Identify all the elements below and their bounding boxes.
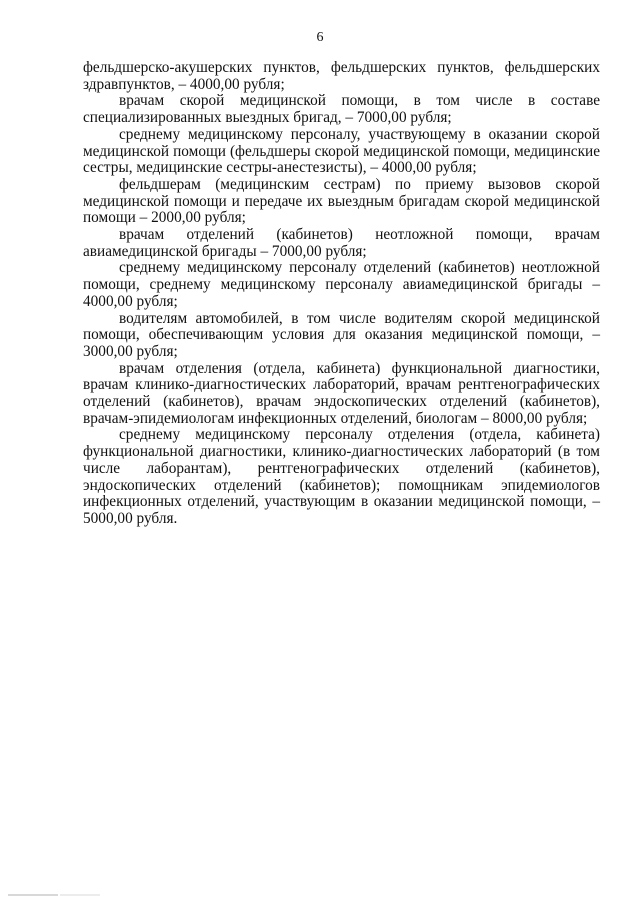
page-number: 6 [316,30,324,45]
paragraph-emergency-nurses: среднему медицинскому персоналу отделений (кабинетов) неотложной помощи, среднему медицинскому персоналу авиамедицинской бригады – 4000,00 рубля; [83,259,600,310]
paragraph-ambulance-nurses: среднему медицинскому персоналу, участвующему в оказании скорой медицинской помощи (фельдшеры скорой медицинской помощи, медицинские сестры, медицинские сестры-анестезисты), – 4000,00 рубля; [83,125,600,177]
paragraph-call-dispatchers: фельдшерам (медицинским сестрам) по приему вызовов скорой медицинской помощи и передаче их выездным бригадам скорой медицинской помощи – 2000,00 рубля; [83,175,600,227]
paragraph-diagnostics-doctors: врачам отделения (отдела, кабинета) функциональной диагностики, врачам клинико-диагностических лабораторий, врачам рентгенографических отделений (кабинетов), врачам эндоскопических отделений (кабинетов), врачам-эпидемиологам инфекционных отделений, биологам – 8000,00 рубля; [83,359,600,427]
paragraph-feldsher-points: фельдшерско-акушерских пунктов, фельдшерских пунктов, фельдшерских здравпунктов, – 4000,00 рубля; [83,59,600,93]
paragraph-emergency-doctors: врачам отделений (кабинетов) неотложной помощи, врачам авиамедицинской бригады – 7000,00 рубля; [83,226,600,260]
paragraph-ambulance-doctors: врачам скорой медицинской помощи, в том числе в составе специализированных выездных бригад, – 7000,00 рубля; [83,92,600,127]
paragraph-drivers: водителям автомобилей, в том числе водителям скорой медицинской помощи, обеспечивающим условия для оказания медицинской помощи, – 3000,00 рубля; [83,309,600,360]
document-body [83,60,600,528]
paragraph-diagnostics-staff: среднему медицинскому персоналу отделения (отдела, кабинета) функциональной диагностики, клинико-диагностических лабораторий (в том числе лаборантам), рентгенографических отделений (кабинетов), эндоскопических отделений (кабинетов); помощникам эпидемиологов инфекционных отделений, участвующим в оказании медицинской помощи, – 5000,00 рубля. [83,426,600,527]
footer-scan-mark-faint [60,894,100,896]
footer-scan-mark [8,894,58,896]
